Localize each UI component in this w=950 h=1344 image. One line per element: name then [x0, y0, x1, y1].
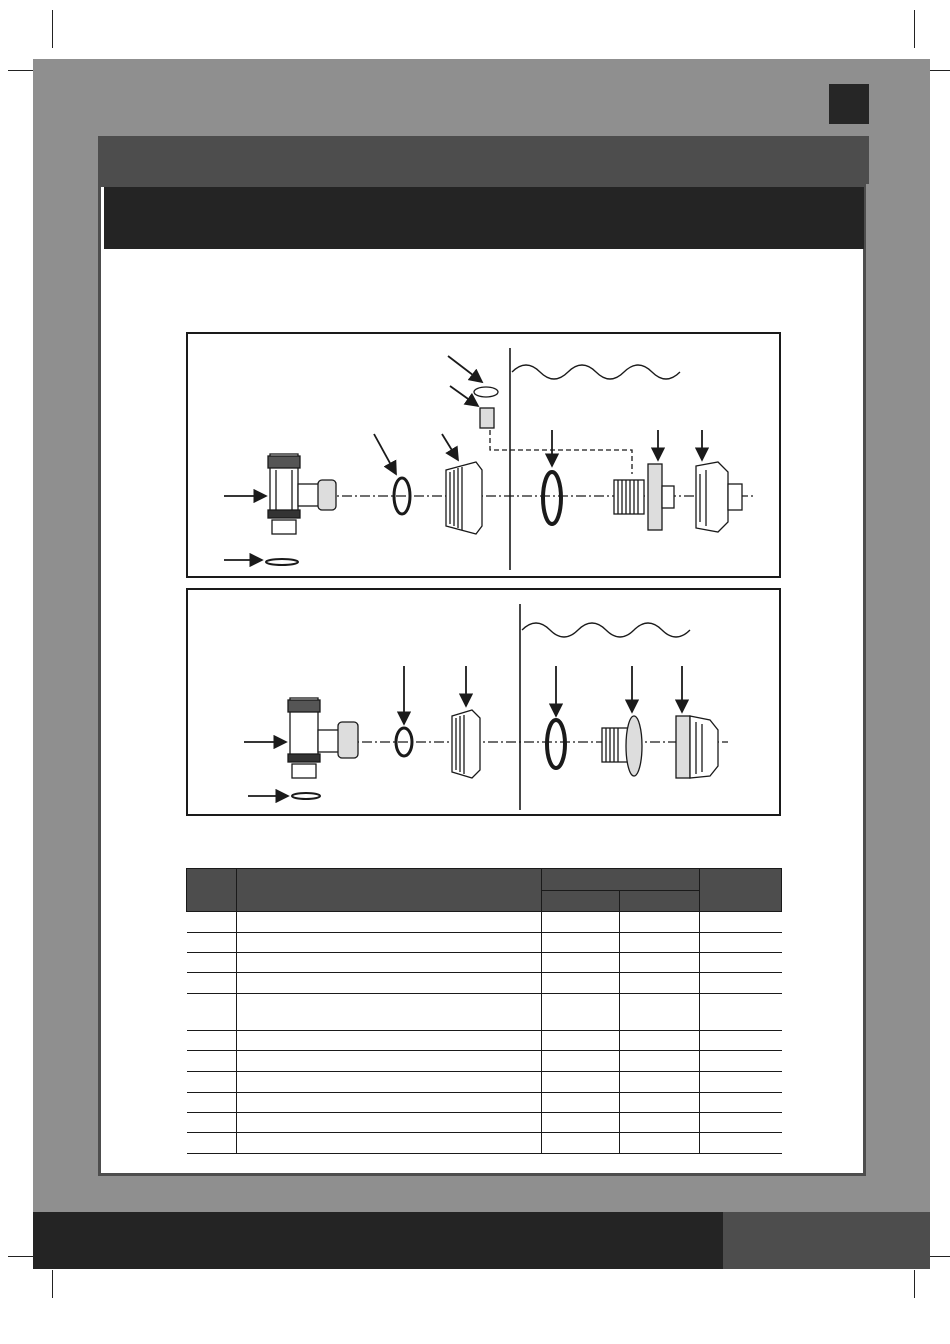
table-cell [542, 973, 620, 994]
page-number-tab [829, 84, 869, 124]
table-cell [620, 1051, 700, 1072]
table-row [187, 1093, 782, 1113]
table-row [187, 912, 782, 933]
table-row [187, 994, 782, 1031]
table-cell [542, 1051, 620, 1072]
crop-mark [914, 1270, 915, 1298]
col-header-description [237, 869, 542, 912]
table-cell [700, 1031, 782, 1051]
cap [474, 387, 498, 397]
diagram-b-drawing [188, 590, 783, 818]
table-cell [237, 1113, 542, 1133]
table-cell [620, 1031, 700, 1051]
table-cell [187, 1093, 237, 1113]
table-cell [237, 994, 542, 1031]
table-cell [700, 994, 782, 1031]
crop-mark [914, 10, 915, 48]
table-cell [620, 1133, 700, 1154]
threaded-connector [614, 464, 674, 530]
table-cell [542, 933, 620, 953]
table-cell [542, 912, 620, 933]
table-cell [237, 912, 542, 933]
table-cell [620, 1093, 700, 1113]
table-cell [237, 1031, 542, 1051]
table-cell [542, 994, 620, 1031]
section-header-bar [98, 136, 869, 184]
table-cell [700, 933, 782, 953]
crop-mark [52, 1270, 53, 1298]
table-cell [187, 953, 237, 973]
table-cell [700, 1113, 782, 1133]
footer-tab [723, 1212, 930, 1269]
nut [452, 710, 480, 778]
nut [446, 462, 482, 534]
table-cell [620, 994, 700, 1031]
table-cell [237, 1072, 542, 1093]
table-cell [620, 1072, 700, 1093]
footer-bar [33, 1212, 723, 1269]
table-cell [620, 953, 700, 973]
valve-body [288, 698, 358, 778]
exploded-diagram-b [186, 588, 781, 816]
crop-mark [930, 70, 950, 71]
table-cell [700, 953, 782, 973]
table-cell [700, 1072, 782, 1093]
col-header-ref [187, 869, 237, 912]
table-cell [620, 912, 700, 933]
table-cell [237, 1093, 542, 1113]
crop-mark [8, 70, 34, 71]
table-cell [187, 1031, 237, 1051]
strainer-cover [676, 716, 718, 778]
crop-mark [930, 1256, 950, 1257]
threaded-connector [602, 716, 642, 776]
strainer-cover [696, 462, 742, 532]
washer [292, 793, 320, 799]
arrow [448, 356, 482, 382]
arrow [374, 434, 396, 474]
water-wave [512, 365, 680, 379]
table-cell [700, 1051, 782, 1072]
table-row [187, 1051, 782, 1072]
table-cell [620, 973, 700, 994]
table-cell [542, 1072, 620, 1093]
col-header-qty [542, 869, 700, 891]
table-cell [620, 1113, 700, 1133]
gasket [543, 472, 561, 524]
table-cell [187, 1072, 237, 1093]
sub-header-a [542, 891, 620, 912]
table-cell [237, 953, 542, 973]
parts-table [186, 868, 782, 1154]
table-cell [187, 1133, 237, 1154]
connector-line [490, 430, 632, 474]
table-cell [542, 1093, 620, 1113]
table-cell [700, 1133, 782, 1154]
table-cell [187, 1113, 237, 1133]
table-cell [187, 933, 237, 953]
table-cell [542, 1031, 620, 1051]
crop-mark [8, 1256, 34, 1257]
table-cell [620, 933, 700, 953]
table-row [187, 973, 782, 994]
table-cell [187, 973, 237, 994]
table-cell [700, 1093, 782, 1113]
table-cell [700, 973, 782, 994]
table-cell [237, 973, 542, 994]
table-cell [237, 1051, 542, 1072]
col-header-part-no [700, 869, 782, 912]
arrow [442, 434, 458, 460]
table-cell [542, 953, 620, 973]
gasket [547, 720, 565, 768]
table-cell [542, 1113, 620, 1133]
table-row [187, 1031, 782, 1051]
table-cell [237, 1133, 542, 1154]
table-cell [237, 933, 542, 953]
table-cell [700, 912, 782, 933]
table-cell [187, 994, 237, 1031]
exploded-diagram-a [186, 332, 781, 578]
title-bar [104, 187, 864, 249]
arrow [450, 386, 478, 406]
sub-header-b [620, 891, 700, 912]
table-cell [542, 1133, 620, 1154]
table-row [187, 1113, 782, 1133]
table-row [187, 1072, 782, 1093]
table-row [187, 953, 782, 973]
table-cell [187, 912, 237, 933]
water-wave [522, 623, 690, 637]
washer [266, 559, 298, 565]
table-row [187, 933, 782, 953]
plug [480, 408, 494, 428]
diagram-a-drawing [188, 334, 783, 580]
valve-body [268, 454, 336, 534]
crop-mark [52, 10, 53, 48]
table-cell [187, 1051, 237, 1072]
table-row [187, 1133, 782, 1154]
